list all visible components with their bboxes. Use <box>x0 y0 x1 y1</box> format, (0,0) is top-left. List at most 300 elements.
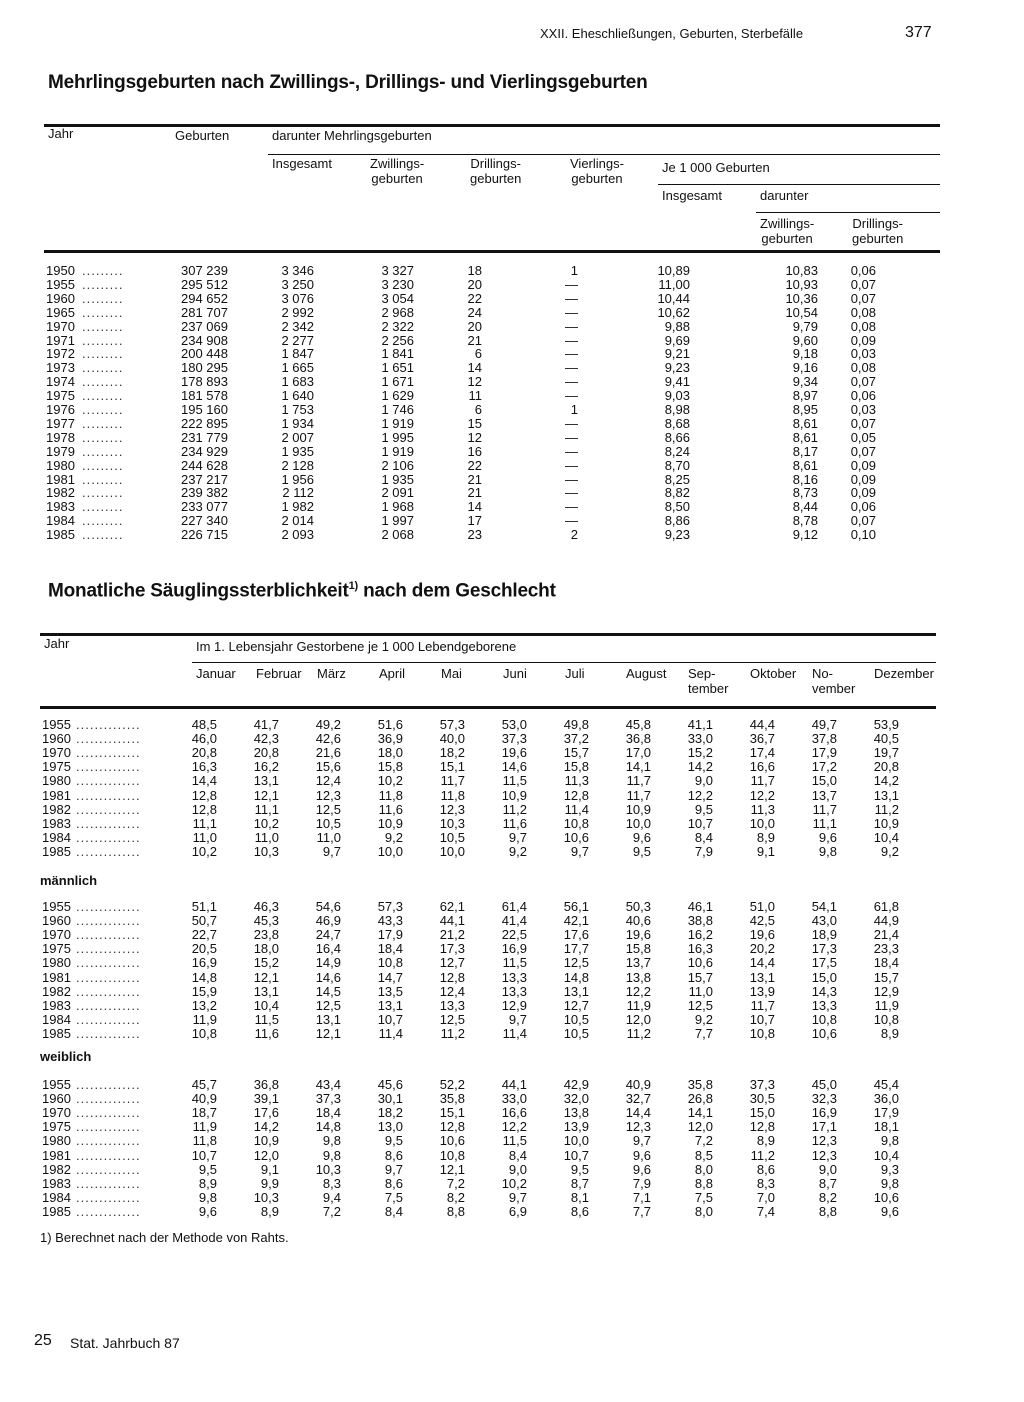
t2-header-span: Im 1. Lebensjahr Gestorbene je 1 000 Lebendgeborene <box>196 639 517 654</box>
value-cell: 44,1 <box>501 1077 527 1092</box>
value-cell: 21,2 <box>439 927 465 943</box>
value-cell: 14,8 <box>191 969 217 985</box>
value-cell: 14 <box>467 360 482 376</box>
value-cell: 9,5 <box>570 1161 589 1177</box>
value-cell: 21,4 <box>873 927 899 943</box>
value-cell: 9,34 <box>792 374 818 390</box>
value-cell: 8,66 <box>664 429 690 445</box>
value-cell: 9,8 <box>818 843 837 859</box>
value-cell: 26,8 <box>687 1091 713 1107</box>
value-cell: 10,7 <box>749 1011 775 1027</box>
value-cell: — <box>565 415 578 431</box>
value-cell: 13,1 <box>873 787 899 803</box>
value-cell: 14,3 <box>811 983 837 999</box>
value-cell: 44,1 <box>439 913 465 929</box>
value-cell: 8,61 <box>792 415 818 431</box>
value-cell: 13,1 <box>315 1011 341 1027</box>
t1-header-darunter: darunter Mehrlingsgeburten <box>272 128 432 143</box>
value-cell: 12,8 <box>439 1119 465 1135</box>
value-cell: 12,3 <box>315 787 341 803</box>
year-cell: 1975 <box>46 388 75 404</box>
value-cell: 10,0 <box>563 1133 589 1149</box>
leader-dots: ......... <box>82 444 124 459</box>
year-cell: 1955 <box>42 899 71 914</box>
value-cell: 0,07 <box>850 290 876 306</box>
value-cell: 0,06 <box>850 388 876 404</box>
value-cell: 10,54 <box>785 304 818 320</box>
value-cell: 11,2 <box>626 1025 651 1041</box>
value-cell: 12,2 <box>625 983 651 999</box>
t1-rule-je-darunter <box>756 212 940 213</box>
leader-dots: ......... <box>82 347 124 362</box>
value-cell: 9,23 <box>664 360 690 376</box>
value-cell: 21 <box>467 332 482 348</box>
value-cell: 12,3 <box>625 1119 651 1135</box>
value-cell: 32,7 <box>625 1091 651 1107</box>
value-cell: 15,9 <box>191 983 217 999</box>
value-cell: 8,8 <box>446 1203 465 1219</box>
value-cell: 9,0 <box>508 1161 527 1177</box>
value-cell: 11,0 <box>192 829 217 845</box>
value-cell: 46,9 <box>315 913 341 929</box>
value-cell: 2 093 <box>281 527 314 543</box>
value-cell: 13,1 <box>377 997 403 1013</box>
value-cell: 294 652 <box>181 290 228 306</box>
value-cell: 244 628 <box>181 457 228 473</box>
table2-row <box>0 1163 1024 1177</box>
value-cell: 12,8 <box>749 1119 775 1135</box>
value-cell: 10,0 <box>749 815 775 831</box>
value-cell: 44,9 <box>873 913 899 929</box>
leader-dots: .............. <box>76 1162 141 1177</box>
value-cell: 9,8 <box>880 1133 899 1149</box>
value-cell: 12,3 <box>811 1147 837 1163</box>
leader-dots: .............. <box>76 1190 141 1205</box>
leader-dots: .............. <box>76 746 141 761</box>
year-cell: 1982 <box>42 983 71 999</box>
value-cell: 10,4 <box>253 997 279 1013</box>
value-cell: 10,9 <box>377 815 403 831</box>
value-cell: 9,69 <box>664 332 690 348</box>
value-cell: 41,1 <box>687 717 713 732</box>
value-cell: 0,09 <box>850 332 876 348</box>
value-cell: 18,1 <box>873 1119 899 1135</box>
value-cell: 48,5 <box>191 717 217 732</box>
value-cell: 9,0 <box>818 1161 837 1177</box>
value-cell: 12,3 <box>439 801 465 817</box>
value-cell: 9,5 <box>198 1161 217 1177</box>
value-cell: 2 091 <box>381 485 414 501</box>
value-cell: 3 054 <box>381 290 414 306</box>
value-cell: 7,4 <box>756 1203 775 1219</box>
leader-dots: ......... <box>82 472 124 487</box>
value-cell: 8,9 <box>260 1203 279 1219</box>
month-header: August <box>626 666 667 681</box>
year-cell: 1975 <box>42 1119 71 1135</box>
value-cell: 49,8 <box>563 717 589 732</box>
value-cell: 13,1 <box>749 969 775 985</box>
value-cell: 8,78 <box>792 513 818 529</box>
value-cell: 12,9 <box>873 983 899 999</box>
value-cell: 13,2 <box>191 997 217 1013</box>
table2-row <box>0 1191 1024 1205</box>
leader-dots: ......... <box>82 375 124 390</box>
value-cell: 42,9 <box>563 1077 589 1092</box>
leader-dots: .............. <box>76 844 141 859</box>
table2-row <box>0 732 1024 746</box>
value-cell: — <box>565 374 578 390</box>
value-cell: 12,4 <box>439 983 465 999</box>
table1-row <box>0 306 1024 320</box>
leader-dots: .............. <box>76 1106 141 1121</box>
leader-dots: ......... <box>82 528 124 543</box>
table2-row <box>0 985 1024 999</box>
t1-header-je-darunter: darunter <box>760 188 809 203</box>
value-cell: 1 640 <box>281 388 314 404</box>
value-cell: 14,7 <box>377 969 403 985</box>
value-cell: 9,2 <box>694 1011 713 1027</box>
value-cell: 307 239 <box>181 263 228 278</box>
table2-row <box>0 831 1024 845</box>
value-cell: 35,8 <box>687 1077 713 1092</box>
value-cell: 18,4 <box>873 955 899 971</box>
value-cell: 36,0 <box>873 1091 899 1107</box>
value-cell: 50,7 <box>191 913 217 929</box>
value-cell: 14,6 <box>315 969 341 985</box>
value-cell: 11,7 <box>626 773 651 789</box>
value-cell: 227 340 <box>181 513 228 529</box>
value-cell: 8,7 <box>818 1175 837 1191</box>
value-cell: 0,05 <box>850 429 876 445</box>
value-cell: 234 908 <box>181 332 228 348</box>
value-cell: 0,08 <box>850 360 876 376</box>
value-cell: 9,2 <box>384 829 403 845</box>
value-cell: 14,1 <box>625 759 651 775</box>
table1-row <box>0 389 1024 403</box>
value-cell: 13,0 <box>377 1119 403 1135</box>
leader-dots: ......... <box>82 305 124 320</box>
value-cell: 10,2 <box>377 773 403 789</box>
value-cell: 234 929 <box>181 443 228 459</box>
value-cell: 11,8 <box>192 1133 217 1149</box>
value-cell: 10,62 <box>657 304 690 320</box>
table2-title-footnote-ref: 1) <box>348 580 359 592</box>
value-cell: 13,7 <box>811 787 837 803</box>
value-cell: 9,6 <box>818 829 837 845</box>
leader-dots: .............. <box>76 998 141 1013</box>
value-cell: 8,17 <box>792 443 818 459</box>
value-cell: 13,9 <box>563 1119 589 1135</box>
table1-row <box>0 292 1024 306</box>
value-cell: 2 256 <box>381 332 414 348</box>
value-cell: 12,2 <box>501 1119 527 1135</box>
value-cell: 1 935 <box>281 443 314 459</box>
value-cell: 12,1 <box>439 1161 465 1177</box>
value-cell: 12,5 <box>439 1011 465 1027</box>
value-cell: 181 578 <box>181 388 228 404</box>
value-cell: 8,50 <box>664 499 690 515</box>
value-cell: 9,8 <box>198 1189 217 1205</box>
value-cell: 9,1 <box>756 843 775 859</box>
value-cell: 10,6 <box>873 1189 899 1205</box>
table1-row <box>0 278 1024 292</box>
value-cell: 15 <box>467 415 482 431</box>
value-cell: 22,7 <box>191 927 217 943</box>
value-cell: 23,8 <box>253 927 279 943</box>
value-cell: 9,7 <box>632 1133 651 1149</box>
value-cell: 10,93 <box>785 276 818 292</box>
value-cell: 37,2 <box>563 731 589 747</box>
value-cell: 0,06 <box>850 499 876 515</box>
value-cell: 11,2 <box>440 1025 465 1041</box>
value-cell: 8,61 <box>792 457 818 473</box>
value-cell: 20,8 <box>191 745 217 761</box>
value-cell: 14,4 <box>191 773 217 789</box>
table2-row <box>0 760 1024 774</box>
value-cell: 20,2 <box>749 941 775 957</box>
value-cell: 3 250 <box>281 276 314 292</box>
table2-header-rule <box>40 706 936 709</box>
t1-header-je-drillings: Drillings- geburten <box>852 216 904 246</box>
year-cell: 1985 <box>42 843 71 859</box>
value-cell: 17,5 <box>811 955 837 971</box>
value-cell: 8,6 <box>384 1175 403 1191</box>
value-cell: — <box>565 429 578 445</box>
leader-dots: .............. <box>76 1176 141 1191</box>
value-cell: 1 935 <box>381 471 414 487</box>
value-cell: 17,2 <box>811 759 837 775</box>
year-cell: 1983 <box>42 1175 71 1191</box>
value-cell: 37,3 <box>315 1091 341 1107</box>
table2-row <box>0 1149 1024 1163</box>
value-cell: 9,6 <box>632 1147 651 1163</box>
value-cell: 16,6 <box>501 1105 527 1121</box>
value-cell: 20,5 <box>191 941 217 957</box>
value-cell: 10,0 <box>377 843 403 859</box>
year-cell: 1974 <box>46 374 75 390</box>
year-cell: 1981 <box>42 787 71 803</box>
table2-top-rule <box>40 633 936 636</box>
value-cell: 239 382 <box>181 485 228 501</box>
value-cell: 1 934 <box>281 415 314 431</box>
value-cell: 1 665 <box>281 360 314 376</box>
value-cell: 52,2 <box>439 1077 465 1092</box>
leader-dots: .............. <box>76 788 141 803</box>
value-cell: 11,9 <box>192 1119 217 1135</box>
value-cell: 14,4 <box>625 1105 651 1121</box>
value-cell: 40,9 <box>625 1077 651 1092</box>
value-cell: 1 997 <box>381 513 414 529</box>
leader-dots: ......... <box>82 458 124 473</box>
value-cell: 9,6 <box>632 1161 651 1177</box>
value-cell: 2 342 <box>281 318 314 334</box>
value-cell: 12,7 <box>563 997 589 1013</box>
value-cell: 1 671 <box>381 374 414 390</box>
value-cell: 10,2 <box>191 843 217 859</box>
value-cell: 2 992 <box>281 304 314 320</box>
value-cell: 18,0 <box>253 941 279 957</box>
month-header: Juni <box>503 666 527 681</box>
value-cell: 2 277 <box>281 332 314 348</box>
value-cell: 12,8 <box>439 969 465 985</box>
value-cell: 57,3 <box>377 899 403 914</box>
value-cell: 7,2 <box>322 1203 341 1219</box>
t2-rule-span <box>192 662 936 663</box>
t1-header-je-insgesamt: Insgesamt <box>662 188 722 203</box>
value-cell: 3 327 <box>381 263 414 278</box>
value-cell: 7,7 <box>632 1203 651 1219</box>
value-cell: 10,0 <box>625 815 651 831</box>
value-cell: 1 919 <box>381 415 414 431</box>
value-cell: 24,7 <box>315 927 341 943</box>
value-cell: 16,4 <box>315 941 341 957</box>
value-cell: 10,0 <box>439 843 465 859</box>
value-cell: 12,3 <box>811 1133 837 1149</box>
value-cell: 8,9 <box>880 1025 899 1041</box>
value-cell: 37,8 <box>811 731 837 747</box>
table1-row <box>0 459 1024 473</box>
value-cell: 11,5 <box>502 1133 527 1149</box>
value-cell: 7,2 <box>446 1175 465 1191</box>
year-cell: 1955 <box>46 276 75 292</box>
value-cell: 295 512 <box>181 276 228 292</box>
value-cell: 8,3 <box>322 1175 341 1191</box>
year-cell: 1980 <box>42 955 71 971</box>
value-cell: 8,86 <box>664 513 690 529</box>
table2-title-main: Monatliche Säuglingssterblichkeit <box>48 580 349 602</box>
value-cell: 15,0 <box>811 773 837 789</box>
value-cell: 11,5 <box>254 1011 279 1027</box>
value-cell: 15,1 <box>439 1105 465 1121</box>
value-cell: — <box>565 443 578 459</box>
value-cell: 10,83 <box>785 263 818 278</box>
value-cell: 200 448 <box>181 346 228 362</box>
value-cell: 9,88 <box>664 318 690 334</box>
value-cell: 10,8 <box>749 1025 775 1041</box>
table2-row <box>0 1205 1024 1219</box>
value-cell: 15,8 <box>377 759 403 775</box>
value-cell: 7,9 <box>694 843 713 859</box>
page-number: 377 <box>905 24 932 41</box>
value-cell: 3 346 <box>281 263 314 278</box>
value-cell: 2 <box>570 527 578 543</box>
value-cell: 9,16 <box>792 360 818 376</box>
value-cell: 12,1 <box>253 969 279 985</box>
value-cell: 10,5 <box>315 815 341 831</box>
value-cell: 10,2 <box>501 1175 527 1191</box>
t1-rule-darunter <box>268 154 940 155</box>
leader-dots: .............. <box>76 1134 141 1149</box>
value-cell: 32,0 <box>563 1091 589 1107</box>
value-cell: 9,2 <box>880 843 899 859</box>
value-cell: 15,2 <box>687 745 713 761</box>
leader-dots: .............. <box>76 732 141 747</box>
value-cell: 13,7 <box>625 955 651 971</box>
value-cell: 11,0 <box>316 829 341 845</box>
value-cell: 11,8 <box>378 787 403 803</box>
value-cell: 1 847 <box>281 346 314 362</box>
year-cell: 1981 <box>42 969 71 985</box>
value-cell: 0,09 <box>850 471 876 487</box>
value-cell: 62,1 <box>439 899 465 914</box>
value-cell: 7,9 <box>632 1175 651 1191</box>
value-cell: 51,0 <box>749 899 775 914</box>
value-cell: 10,9 <box>501 787 527 803</box>
year-cell: 1978 <box>46 429 75 445</box>
leader-dots: ......... <box>82 333 124 348</box>
year-cell: 1984 <box>42 1011 71 1027</box>
value-cell: 16,6 <box>749 759 775 775</box>
value-cell: 8,6 <box>756 1161 775 1177</box>
table1-row <box>0 403 1024 417</box>
year-cell: 1979 <box>46 443 75 459</box>
value-cell: 12,5 <box>315 801 341 817</box>
table1-top-rule <box>44 124 940 127</box>
leader-dots: .............. <box>76 1148 141 1163</box>
running-title: XXII. Eheschließungen, Geburten, Sterbefälle <box>540 26 804 41</box>
value-cell: 43,4 <box>315 1077 341 1092</box>
value-cell: 9,23 <box>664 527 690 543</box>
value-cell: 11,7 <box>626 787 651 803</box>
value-cell: 61,8 <box>873 899 899 914</box>
year-cell: 1982 <box>42 1161 71 1177</box>
value-cell: 40,0 <box>439 731 465 747</box>
value-cell: 10,6 <box>687 955 713 971</box>
value-cell: 9,7 <box>508 1189 527 1205</box>
value-cell: 12,9 <box>501 997 527 1013</box>
leader-dots: .............. <box>76 718 141 732</box>
table2-row <box>0 914 1024 928</box>
value-cell: 1 919 <box>381 443 414 459</box>
table2-title <box>48 580 556 602</box>
value-cell: 37,3 <box>749 1077 775 1092</box>
value-cell: 12,8 <box>563 787 589 803</box>
value-cell: 0,03 <box>850 346 876 362</box>
value-cell: 22 <box>467 290 482 306</box>
value-cell: 11,1 <box>254 801 279 817</box>
value-cell: 49,2 <box>315 717 341 732</box>
value-cell: 9,03 <box>664 388 690 404</box>
leader-dots: .............. <box>76 802 141 817</box>
table2-row <box>0 942 1024 956</box>
value-cell: 12 <box>467 374 482 390</box>
year-cell: 1970 <box>42 927 71 943</box>
value-cell: 30,1 <box>377 1091 403 1107</box>
table2-row <box>0 789 1024 803</box>
value-cell: 8,4 <box>384 1203 403 1219</box>
t2-header-jahr: Jahr <box>44 636 70 651</box>
table2-row <box>0 1177 1024 1191</box>
value-cell: 11,5 <box>502 773 527 789</box>
value-cell: 12,5 <box>563 955 589 971</box>
value-cell: 2 112 <box>282 485 314 501</box>
value-cell: 23 <box>467 527 482 543</box>
value-cell: 1 982 <box>281 499 314 515</box>
t1-header-zwillings: Zwillings- geburten <box>370 156 425 186</box>
value-cell: 0,07 <box>850 374 876 390</box>
value-cell: 16 <box>467 443 482 459</box>
value-cell: 35,8 <box>439 1091 465 1107</box>
leader-dots: ......... <box>82 264 124 278</box>
value-cell: — <box>565 318 578 334</box>
value-cell: 36,8 <box>625 731 651 747</box>
value-cell: 18,4 <box>377 941 403 957</box>
value-cell: 11,6 <box>254 1025 279 1041</box>
value-cell: 9,0 <box>694 773 713 789</box>
value-cell: 1 968 <box>381 499 414 515</box>
value-cell: 1 746 <box>381 402 414 417</box>
value-cell: 14 <box>467 499 482 515</box>
